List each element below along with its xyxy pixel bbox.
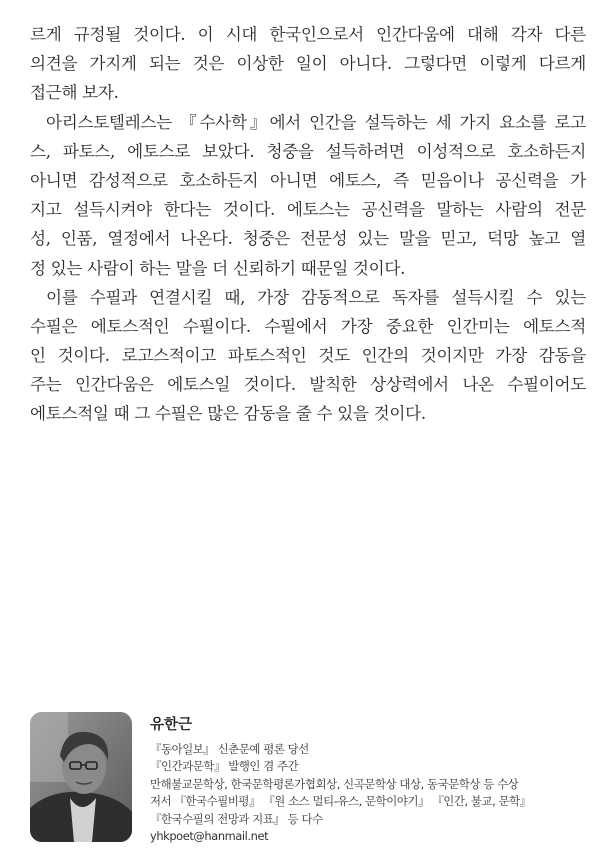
- essay-line: 스, 파토스, 에토스로 보았다. 청중을 설득하려면 이성적으로 호소하든지: [30, 141, 586, 161]
- essay-line: 인 것이다. 로고스적이고 파토스적인 것도 인간의 것이지만 가장 감동을: [30, 346, 586, 366]
- essay-line: 정 있는 사람이 하는 말을 더 신뢰하기 때문일 것이다.: [30, 258, 406, 278]
- author-bio-line: 『동아일보』 신춘문예 평론 당선: [150, 742, 309, 756]
- author-bio-line: 만해불교문학상, 한국문학평론가협회상, 신곡문학상 대상, 동국문학상 등 수상: [150, 776, 519, 791]
- essay-line: 접근해 보자.: [30, 83, 119, 103]
- essay-line: 지고 설득시켜야 한다는 것이다. 에토스는 공신력을 말하는 사람의 전문: [30, 200, 586, 220]
- author-profile: [30, 712, 586, 852]
- essay-line: 에토스적일 때 그 수필은 많은 감동을 줄 수 있을 것이다.: [30, 404, 426, 424]
- author-email: yhkpoet@hanmail.net: [150, 828, 269, 843]
- author-photo: [30, 712, 132, 842]
- author-info: [150, 712, 586, 845]
- essay-line: 이를 수필과 연결시킬 때, 가장 감동적으로 독자를 설득시킬 수 있는: [46, 287, 586, 307]
- essay-line: 아리스토텔레스는 『수사학』에서 인간을 설득하는 세 가지 요소를 로고: [46, 112, 586, 132]
- essay-body: [30, 20, 586, 429]
- author-bio-line: 『한국수필의 전망과 지표』 등 다수: [150, 811, 323, 826]
- essay-line: 성, 인품, 열정에서 나온다. 청중은 전문성 있는 말을 믿고, 덕망 높고 열: [30, 229, 586, 249]
- author-bio-line: 『인간과문학』 발행인 겸 주간: [150, 759, 299, 774]
- author-portrait-icon: [30, 712, 132, 842]
- author-bio-line: 저서 『한국수필비평』 『원 소스 멀티-유스, 문학이야기』 『인간, 불교, 문학』: [150, 794, 531, 809]
- essay-line: 수필은 에토스적인 수필이다. 수필에서 가장 중요한 인간미는 에토스적: [30, 316, 586, 336]
- essay-line: 의견을 가지게 되는 것은 이상한 일이 아니다. 그렇다면 이렇게 다르게: [30, 54, 586, 74]
- essay-line: 르게 규정될 것이다. 이 시대 한국인으로서 인간다움에 대해 각자 다른: [30, 25, 586, 44]
- essay-line: 아니면 감성적으로 호소하든지 아니면 에토스, 즉 믿음이나 공신력을 가: [30, 170, 586, 190]
- essay-line: 주는 인간다움은 에토스일 것이다. 발칙한 상상력에서 나온 수필이어도: [30, 375, 586, 395]
- author-name: 유한근: [150, 717, 193, 733]
